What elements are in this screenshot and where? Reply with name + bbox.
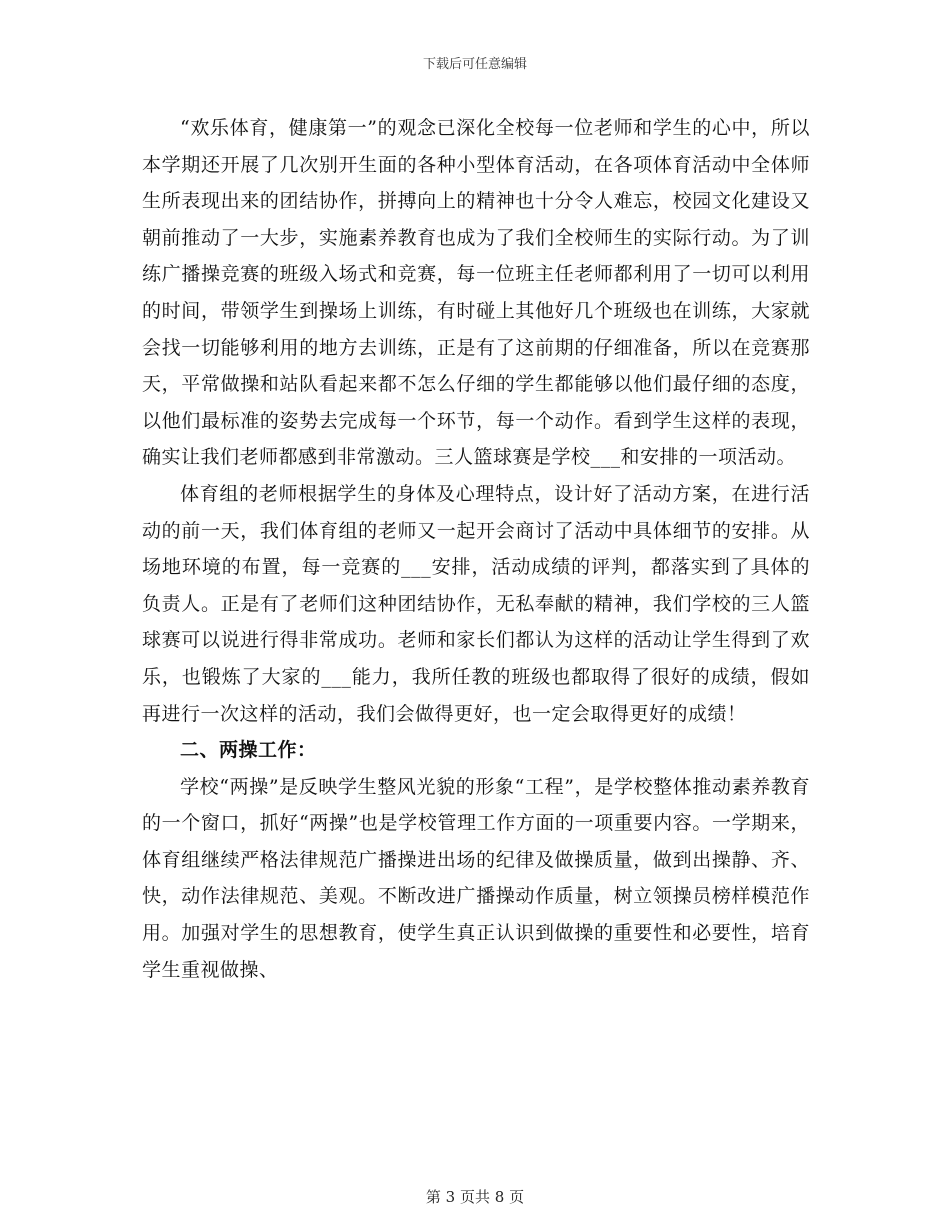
paragraph-basketball-game: 体育组的老师根据学生的身体及心理特点，设计好了活动方案，在进行活动的前一天，我们体育组的老师又一起开会商讨了活动中具体细节的安排。从场地环境的布置，每一竞赛的___安排，活动成绩的评判，都落实到了具体的负责人。正是有了老师们这种团结协作，无私奉献的精神，我们学校的三人篮球赛可以说进行得非常成功。老师和家长们都认为这样的活动让学生得到了欢乐，也锻炼了大家的___能力，我所任教的班级也都取得了很好的成绩，假如再进行一次这样的活动，我们会做得更好，也一定会取得更好的成绩！ — [142, 482, 810, 725]
document-body — [142, 110, 810, 988]
paragraph-two-exercises: 学校“两操”是反映学生整风光貌的形象“工程”，是学校整体推动素养教育的一个窗口，抓好“两操”也是学校管理工作方面的一项重要内容。一学期来，体育组继续严格法律规范广播操进出场的纪律及做操质量，做到出操静、齐、快，动作法律规范、美观。不断改进广播操动作质量，树立领操员榜样模范作用。加强对学生的思想教育，使学生真正认识到做操的重要性和必要性，培育学生重视做操、 — [142, 775, 810, 981]
page-header: 下载后可任意编辑 — [422, 57, 527, 72]
section-heading-two-exercises: 二、两操工作： — [180, 739, 317, 762]
page-number: 第 3 页共 8 页 — [425, 1188, 525, 1206]
paragraph-sports-activities: “欢乐体育，健康第一”的观念已深化全校每一位老师和学生的心中，所以本学期还开展了几次别开生面的各种小型体育活动，在各项体育活动中全体师生所表现出来的团结协作，拼搏向上的精神也十分令人难忘，校园文化建设又朝前推动了一大步，实施素养教育也成为了我们全校师生的实际行动。为了训练广播操竞赛的班级入场式和竞赛，每一位班主任老师都利用了一切可以利用的时间，带领学生到操场上训练，有时碰上其他好几个班级也在训练，大家就会找一切能够利用的地方去训练，正是有了这前期的仔细准备，所以在竞赛那天，平常做操和站队看起来都不怎么仔细的学生都能够以他们最仔细的态度，以他们最标准的姿势去完成每一个环节，每一个动作。看到学生这样的表现，确实让我们老师都感到非常激动。三人篮球赛是学校___和安排的一项活动。 — [142, 117, 810, 469]
